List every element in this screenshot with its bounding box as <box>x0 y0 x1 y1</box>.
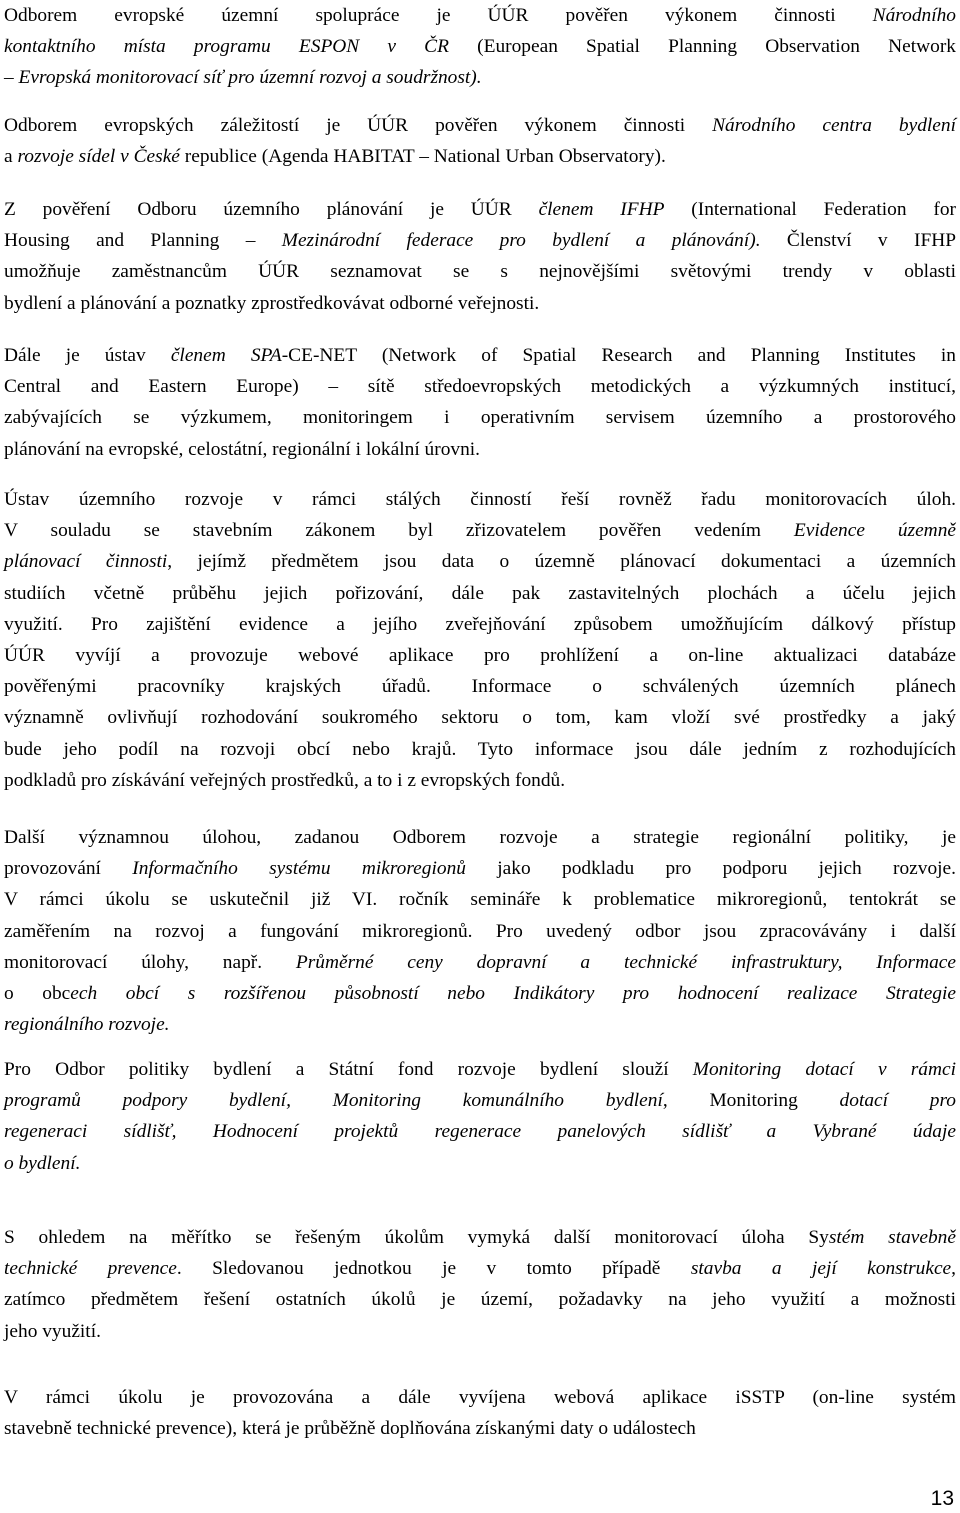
paragraph <box>4 822 956 1040</box>
text-line <box>4 515 956 546</box>
text: , Monitoring <box>662 1090 840 1112</box>
text-line <box>4 402 956 433</box>
text-line <box>4 0 956 31</box>
text-line <box>4 141 956 172</box>
text-line <box>4 640 956 671</box>
italic-text: technické prevence <box>4 1258 177 1280</box>
italic-text: programů podpory bydlení, Monitoring komunálního bydlení <box>4 1090 663 1112</box>
text: V rámci úkolu je provozována a dále vyvíjena webová aplikace iSSTP (on-line systém <box>4 1387 956 1408</box>
text-line <box>4 978 956 1009</box>
text-line <box>4 947 956 978</box>
italic-text: členem SPA <box>170 345 282 366</box>
text-line <box>4 1413 956 1444</box>
text-line <box>4 1148 956 1179</box>
text: S ohledem na měřítko se řešeným úkolům vymyká další monitorovací úloha Sy <box>4 1227 829 1248</box>
italic-text: regeneraci sídlišť, Hodnocení projektů regenerace panelových sídlišť a Vybrané údaje <box>4 1121 956 1143</box>
text-line <box>4 853 956 884</box>
text: zatímco předmětem řešení ostatních úkolů je území, požadavky na jeho využití a možnosti <box>4 1289 956 1311</box>
text-line <box>4 1382 956 1413</box>
text-line <box>4 1222 956 1253</box>
text-line <box>4 1253 956 1284</box>
italic-text: Národního <box>872 5 956 26</box>
paragraph <box>4 1054 956 1179</box>
text: (European Spatial Planning Observation Network <box>448 36 956 58</box>
paragraph <box>4 1222 956 1347</box>
text-line <box>4 822 956 853</box>
text: Z pověření Odboru územního plánování je ÚÚR <box>4 199 539 220</box>
text-line <box>4 702 956 733</box>
text: podkladů pro získávání veřejných prostředků, a to i z evropských fondů. <box>4 769 566 791</box>
text-line <box>4 1116 956 1147</box>
italic-text: Mezinárodní federace pro bydlení a plánování). <box>281 230 761 252</box>
text: a <box>4 146 18 168</box>
text-line <box>4 884 956 915</box>
text: bydlení a plánování a poznatky zprostředkovávat odborné veřejnosti. <box>4 292 540 314</box>
text-line <box>4 31 956 62</box>
text: V rámci úkolu se uskutečnil již VI. ročník semináře k problematice mikroregionů, tentokrát se <box>4 889 956 911</box>
italic-text: ech obcí s rozšířenou působností nebo Indikátory pro hodnocení realizace Strategie <box>70 983 956 1005</box>
text: . Sledovanou jednotkou je v tomto případě <box>176 1258 691 1280</box>
text: bude jeho podíl na rozvoji obcí nebo krajů. Tyto informace jsou dále jedním z rozhodujících <box>4 738 956 760</box>
text-line <box>4 434 956 465</box>
italic-text: Průměrné ceny dopravní a technické infrastruktury, Informace <box>295 951 956 973</box>
text: umožňuje zaměstnancům ÚÚR seznamovat se s nejnovějšími světovými trendy v oblasti <box>4 261 956 283</box>
text-line <box>4 371 956 402</box>
italic-text: Monitoring dotací v rámci <box>692 1059 956 1080</box>
text-line <box>4 484 956 515</box>
paragraph <box>4 110 956 172</box>
italic-text: Informačního systému mikroregionů <box>132 858 466 880</box>
text-line <box>4 671 956 702</box>
text: Dále je ústav <box>4 345 171 366</box>
text: zaměřením na rozvoj a fungování mikroregionů. Pro uvedený odbor jsou zpracovávány i další <box>4 920 956 942</box>
italic-text: kontaktního místa programu ESPON v ČR <box>4 36 449 58</box>
text: využití. Pro zajištění evidence a jejího zveřejňování způsobem umožňujícím dálkový přístup <box>4 613 956 635</box>
text-line <box>4 1009 956 1040</box>
text-line <box>4 765 956 796</box>
text: významně ovlivňují rozhodování soukromého sektoru o tom, kam vloží své prostředky a jaký <box>4 707 956 729</box>
italic-text: regionálního rozvoje. <box>4 1014 170 1036</box>
text: , <box>951 1258 957 1280</box>
text: jako podkladu pro podporu jejich rozvoje. <box>465 858 956 880</box>
italic-text: plánovací činnosti <box>4 551 168 573</box>
text-line <box>4 225 956 256</box>
text-line <box>4 1284 956 1315</box>
text: V souladu se stavebním zákonem byl zřizovatelem pověřen vedením <box>4 520 794 542</box>
text: zabývajících se výzkumem, monitoringem i operativním servisem územního a prostorového <box>4 407 956 429</box>
text-line <box>4 578 956 609</box>
text-line <box>4 1085 956 1116</box>
text-line <box>4 62 956 93</box>
text: , jejímž předmětem jsou data o územně plánovací dokumentaci a územních <box>167 551 956 573</box>
text-line <box>4 110 956 141</box>
italic-text: Evidence územně <box>793 520 956 542</box>
italic-text: o bydlení. <box>4 1152 81 1174</box>
text: monitorovací úlohy, např. <box>4 951 296 973</box>
text: plánování na evropské, celostátní, regionální i lokální úrovni. <box>4 438 481 460</box>
italic-text: členem IFHP <box>538 199 665 220</box>
text-line <box>4 734 956 765</box>
text: ÚÚR vyvíjí a provozuje webové aplikace pro prohlížení a on-line aktualizaci databáze <box>4 645 956 667</box>
text: studiích včetně průběhu jejich pořizování, dále pak zastavitelných plochách a účelu jejich <box>4 582 956 604</box>
text: Odborem evropských záležitostí je ÚÚR pověřen výkonem činnosti <box>4 115 713 136</box>
text: provozování <box>4 858 133 880</box>
italic-text: stém stavebně <box>828 1227 956 1248</box>
text: pověřenými pracovníky krajských úřadů. Informace o schválených územních plánech <box>4 676 956 698</box>
text: jeho využití. <box>4 1320 101 1342</box>
text: stavebně technické prevence), která je průběžně doplňována získanými daty o událostech <box>4 1418 696 1440</box>
text-line <box>4 1316 956 1347</box>
paragraph <box>4 194 956 319</box>
text-line <box>4 288 956 319</box>
text: republice (Agenda HABITAT – National Urban Observatory). <box>179 146 666 168</box>
text: Odborem evropské územní spolupráce je ÚÚR pověřen výkonem činnosti <box>4 5 873 26</box>
text-line <box>4 194 956 225</box>
italic-text: dotací pro <box>839 1090 956 1112</box>
text-line <box>4 1054 956 1085</box>
text-line <box>4 256 956 287</box>
italic-text: stavba a její konstrukce <box>690 1258 952 1280</box>
text: Členství v IFHP <box>760 230 957 252</box>
text: (International Federation for <box>664 199 956 220</box>
text: Ústav územního rozvoje v rámci stálých činností řeší rovněž řadu monitorovacích úloh. <box>4 489 956 510</box>
text-line <box>4 340 956 371</box>
italic-text: Národního centra bydlení <box>712 115 956 136</box>
text: Pro Odbor politiky bydlení a Státní fond rozvoje bydlení slouží <box>4 1059 693 1080</box>
text-line <box>4 609 956 640</box>
paragraph <box>4 340 956 465</box>
paragraph <box>4 0 956 94</box>
paragraph <box>4 484 956 796</box>
text: Central and Eastern Europe) – sítě středoevropských metodických a výzkumných institucí, <box>4 376 956 398</box>
italic-text: – Evropská monitorovací síť pro územní rozvoj a soudržnost). <box>4 67 482 89</box>
text: -CE-NET (Network of Spatial Research and Planning Institutes in <box>281 345 957 366</box>
italic-text: rozvoje sídel v České <box>17 146 180 168</box>
paragraph <box>4 1382 956 1444</box>
text: Housing and Planning – <box>4 230 282 252</box>
text-line <box>4 916 956 947</box>
text: Další významnou úlohou, zadanou Odborem rozvoje a strategie regionální politiky, je <box>4 827 956 848</box>
text-line <box>4 546 956 577</box>
text: o obc <box>4 983 71 1005</box>
page-number: 13 <box>930 1487 954 1510</box>
